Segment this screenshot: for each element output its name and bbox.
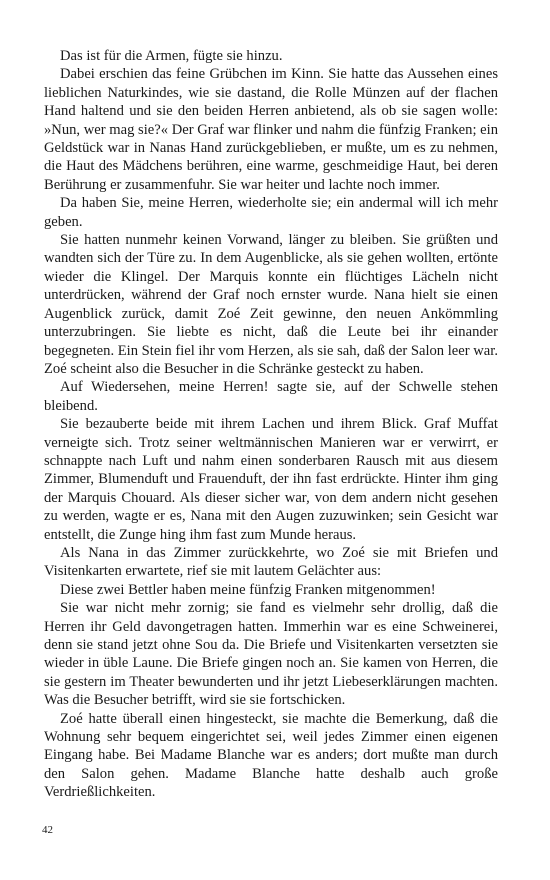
paragraph: Dabei erschien das feine Grübchen im Kinn. Sie hatte das Aussehen eines lieblichen Naturkindes, wie sie dastand, die Rolle Münzen auf der flachen Hand haltend und sie den beiden Herren anbietend, als ob sie sagen wolle: »Nun, wer mag sie?« Der Graf war flinker und nahm die fünfzig Franken; ein Geldstück war in Nanas Hand zurückgeblieben, er mußte, um es zu nehmen, die Haut des Mädchens berühren, eine warme, geschmeidige Haut, bei deren Berührung er zusammenfuhr. Sie war heiter und lachte noch immer. (44, 66, 498, 193)
paragraph: Das ist für die Armen, fügte sie hinzu. (60, 48, 283, 64)
paragraph: Sie hatten nunmehr keinen Vorwand, länger zu bleiben. Sie grüßten und wandten sich der Türe zu. In dem Augenblicke, als sie gehen wollten, ertönte wieder die Klingel. Der Marquis konnte ein flüchtiges Lächeln nicht unterdrücken, während der Graf noch ernster wurde. Nana hielt sie einen Augenblick zurück, damit Zoé Zeit gewinne, den neuen Ankömmling unterzubringen. Sie liebte es nicht, daß die Leute bei ihr einander begegneten. Ein Stein fiel ihr vom Herzen, als sie sah, daß der Salon leer war. Zoé scheint also die Besucher in die Schränke gesteckt zu haben. (44, 232, 498, 377)
paragraph: Da haben Sie, meine Herren, wiederholte sie; ein andermal will ich mehr geben. (44, 195, 498, 230)
paragraph: Sie bezauberte beide mit ihrem Lachen und ihrem Blick. Graf Muffat verneigte sich. Trotz seiner weltmännischen Manieren war er verwirrt, er schnappte nach Luft und nahm einen sonderbaren Rausch mit aus diesem Zimmer, Blumenduft und Frauenduft, der ihn fast erdrückte. Hinter ihm ging der Marquis Chouard. Als dieser sicher war, von dem andern nicht gesehen zu werden, wagte er es, Nana mit den Augen zuzuwinken; sein Gesicht war entstellt, die Zunge hing ihm fast zum Munde heraus. (44, 416, 498, 543)
paragraph: Als Nana in das Zimmer zurückkehrte, wo Zoé sie mit Briefen und Visitenkarten erwartete, rief sie mit lautem Gelächter aus: (44, 544, 498, 580)
paragraph: Auf Wiedersehen, meine Herren! sagte sie, auf der Schwelle stehen bleibend. (44, 379, 498, 414)
paragraph: Diese zwei Bettler haben meine fünfzig Franken mitgenommen! (60, 581, 436, 598)
page-body (44, 47, 498, 802)
paragraph: Sie war nicht mehr zornig; sie fand es vielmehr sehr drollig, daß die Herren ihr Geld davongetragen hatten. Immerhin war es eine Schweinerei, denn sie stand jetzt ohne Sou da. Die Briefe und Visitenkarten versetzten sie wieder in üble Laune. Die Briefe gingen noch an. Sie kamen von Herren, die sie gestern im Theater bewunderten und ihr jetzt Liebeserklärungen machten. Was die Besucher betrifft, wird sie sie fortschicken. (44, 600, 498, 709)
paragraph: Zoé hatte überall einen hingesteckt, sie machte die Bemerkung, daß die Wohnung sehr bequem eingerichtet sei, weil jedes Zimmer einen eigenen Eingang habe. Bei Madame Blanche war es anders; dort mußte man durch den Salon gehen. Madame Blanche hatte deshalb auch große Verdrießlichkeiten. (44, 710, 498, 801)
page-number: 42 (42, 824, 53, 836)
